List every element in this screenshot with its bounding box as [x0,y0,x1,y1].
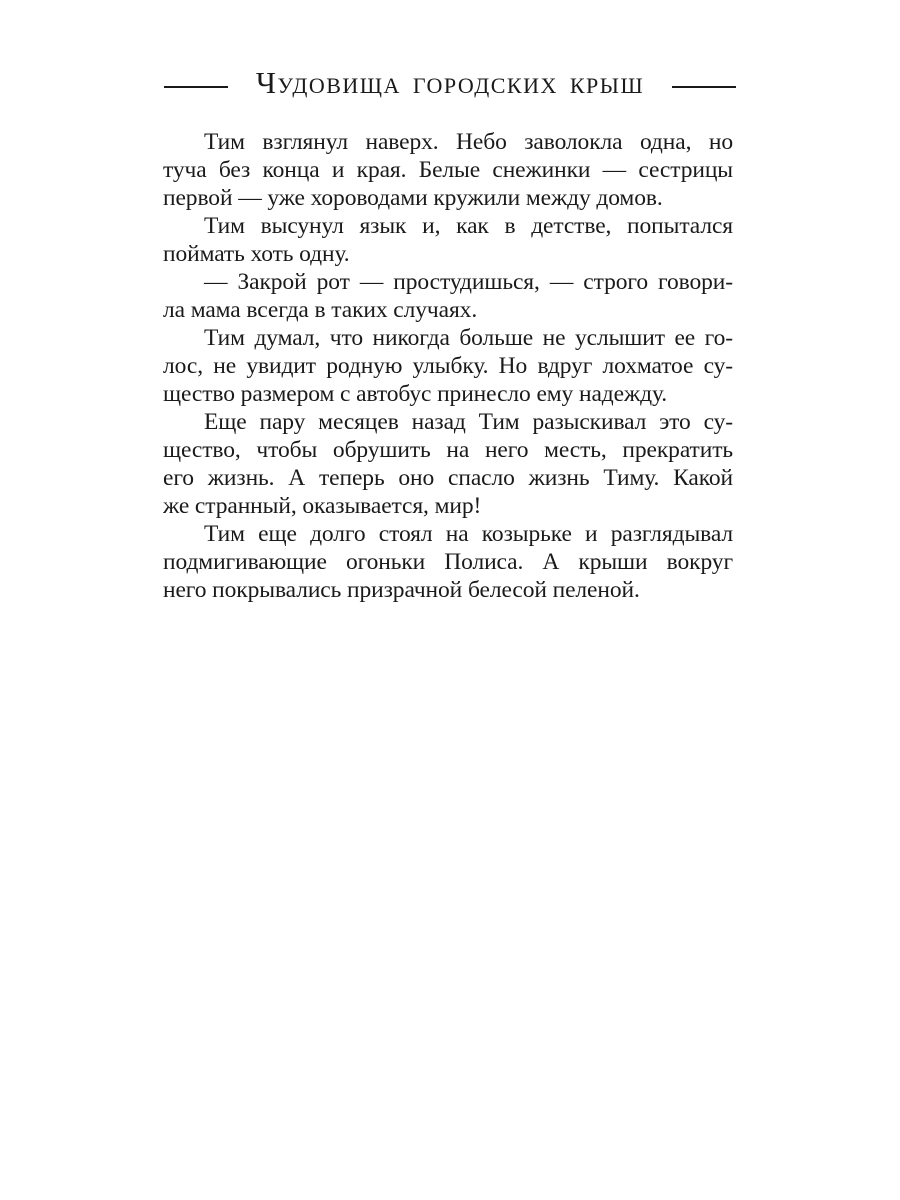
text-line: Тим взглянул наверх. Небо заволокла одна, но [204,129,733,155]
paragraph [163,212,733,268]
paragraph [163,324,733,408]
text-line: него покрывались призрачной белесой пеленой. [163,577,640,603]
text-line: туча без конца и края. Белые снежинки — сестрицы [163,157,733,183]
text-line: ла мама всегда в таких случаях. [163,297,478,323]
text-line: щество, чтобы обрушить на него месть, прекратить [163,437,733,463]
running-head [0,66,900,103]
header-rule-right [672,86,736,88]
text-line: щество размером с автобус принесло ему надежду. [163,381,668,407]
header-rule-left [164,86,228,88]
text-line: — Закрой рот — простудишься, — строго говори- [204,269,733,295]
text-line: же странный, оказывается, мир! [163,493,482,519]
text-line: Тим еще долго стоял на козырьке и разглядывал [204,521,733,547]
paragraph [163,408,733,520]
text-line: поймать хоть одну. [163,241,350,267]
paragraph [163,268,733,324]
text-line: первой — уже хороводами кружили между домов. [163,185,663,211]
text-line: Тим высунул язык и, как в детстве, попытался [204,213,733,239]
text-block [163,128,733,604]
text-line: его жизнь. А теперь оно спасло жизнь Тиму. Какой [163,465,733,491]
text-line: подмигивающие огоньки Полиса. А крыши вокруг [163,549,733,575]
text-line: Тим думал, что никогда больше не услышит ее го- [204,325,733,351]
chapter-title: ЧУДОВИЩА ГОРОДСКИХ КРЫШ [255,65,645,100]
paragraph [163,520,733,604]
paragraph [163,128,733,212]
text-line: лос, не увидит родную улыбку. Но вдруг лохматое су- [163,353,733,379]
text-line: Еще пару месяцев назад Тим разыскивал это су- [204,409,733,435]
